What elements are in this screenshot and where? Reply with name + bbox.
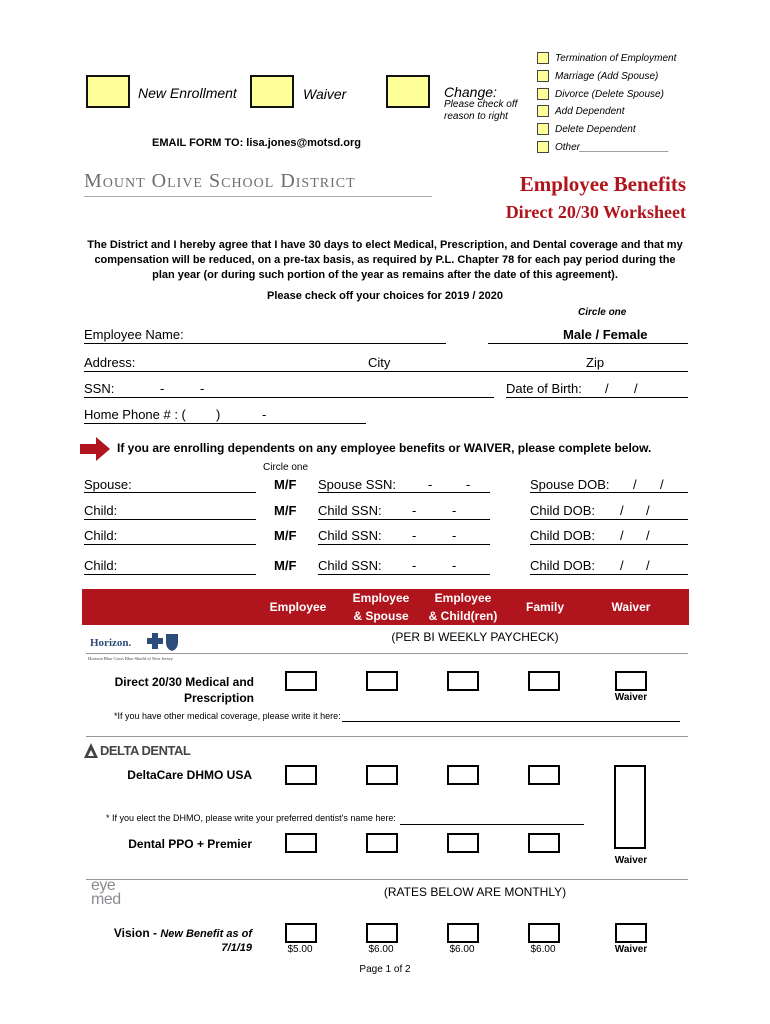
dependent-label: Child: (84, 558, 118, 573)
dependent-ssn-dash: - (452, 503, 457, 518)
vision-family-checkbox[interactable] (528, 923, 560, 943)
preferred-dentist-field[interactable] (400, 824, 584, 825)
ssn-field[interactable] (84, 397, 494, 398)
delta-dental-logo: DELTA DENTAL (100, 743, 191, 758)
horizon-logo: Horizon. (90, 637, 132, 649)
dental-waiver-checkbox[interactable] (614, 765, 646, 849)
header-family: Family (525, 600, 564, 614)
delta-triangle-icon (84, 743, 98, 758)
vision-plan-name (84, 926, 252, 955)
page-title: Employee Benefits (519, 172, 686, 196)
dependent-label: Spouse: (84, 477, 132, 492)
vision-employee-checkbox[interactable] (285, 923, 317, 943)
ppo-employee-checkbox[interactable] (285, 833, 317, 853)
choices-line: Please check off your choices for 2019 / 2020 (266, 290, 503, 302)
header-employee-children-2: & Child(ren) (428, 609, 498, 623)
email-instruction: EMAIL FORM TO: lisa.jones@motsd.org (152, 137, 361, 149)
dependent-dob-label: Child DOB: (530, 528, 596, 543)
horizon-employee-spouse-checkbox[interactable] (366, 671, 398, 691)
employee-name-label: Employee Name: (84, 327, 184, 342)
reason-other-checkbox[interactable] (537, 141, 549, 153)
horizon-plan-name (84, 674, 254, 706)
dependent-dob-label: Spouse DOB: (530, 477, 610, 492)
employee-name-field[interactable] (84, 343, 446, 344)
page-number: Page 1 of 2 (359, 964, 411, 975)
dob-field[interactable] (506, 397, 688, 398)
dependent-ssn-field[interactable] (318, 574, 490, 575)
reason-termination-label: Termination of Employment (555, 53, 677, 64)
ppo-employee-children-checkbox[interactable] (447, 833, 479, 853)
horizon-employee-children-checkbox[interactable] (447, 671, 479, 691)
dependent-name-field[interactable] (84, 519, 256, 520)
dependent-dob-slash: / (633, 477, 637, 492)
vision-price-employee-spouse: $6.00 (368, 944, 394, 955)
header-employee-spouse-2: & Spouse (353, 609, 409, 623)
vision-price-employee: $5.00 (287, 944, 313, 955)
dependent-ssn-field[interactable] (318, 544, 490, 545)
dependent-dob-slash: / (660, 477, 664, 492)
dependent-dob-slash: / (646, 528, 650, 543)
plan-name-line: Prescription (183, 691, 254, 705)
ppo-family-checkbox[interactable] (528, 833, 560, 853)
waiver-checkbox[interactable] (250, 75, 294, 108)
dependent-ssn-dash: - (452, 558, 457, 573)
dependent-ssn-label: Child SSN: (318, 528, 382, 543)
dependent-gender[interactable]: M/F (274, 558, 297, 573)
home-phone-label: Home Phone # : ( (84, 407, 186, 422)
divider (86, 653, 688, 654)
dependent-gender[interactable]: M/F (274, 528, 297, 543)
header-employee-spouse-1: Employee (352, 591, 410, 605)
header-waiver: Waiver (611, 600, 651, 614)
gender-underline (488, 343, 688, 344)
vision-new-benefit: New Benefit as of (160, 928, 252, 940)
dhmo-employee-spouse-checkbox[interactable] (366, 765, 398, 785)
dentist-note: * If you elect the DHMO, please write your preferred dentist's name here: (106, 813, 396, 823)
new-enrollment-label: New Enrollment (138, 85, 237, 101)
dependent-name-field[interactable] (84, 544, 256, 545)
dependent-dob-label: Child DOB: (530, 558, 596, 573)
change-note-1: Please check off (444, 99, 518, 110)
header-employee: Employee (269, 600, 327, 614)
divider (86, 736, 688, 737)
dental-waiver-label: Waiver (614, 855, 648, 866)
ssn-label: SSN: (84, 381, 115, 396)
horizon-family-checkbox[interactable] (528, 671, 560, 691)
arrow-right-icon (80, 437, 110, 461)
new-enrollment-checkbox[interactable] (86, 75, 130, 108)
dob-slash: / (605, 381, 609, 396)
reason-termination-checkbox[interactable] (537, 52, 549, 64)
dependent-dob-slash: / (646, 558, 650, 573)
dhmo-plan-name: DeltaCare DHMO USA (127, 768, 252, 782)
eyemed-logo (91, 879, 121, 907)
dependent-ssn-dash: - (428, 477, 433, 492)
dhmo-employee-children-checkbox[interactable] (447, 765, 479, 785)
dependent-dob-slash: / (620, 528, 624, 543)
vision-price-employee-children: $6.00 (449, 944, 475, 955)
horizon-tagline: Horizon Blue Cross Blue Shield of New Jersey (88, 656, 173, 661)
dob-label: Date of Birth: (506, 381, 582, 396)
vision-new-benefit-date: 7/1/19 (221, 942, 252, 954)
dependent-dob-field[interactable] (530, 574, 688, 575)
dependent-dob-field[interactable] (530, 492, 688, 493)
gender-options[interactable]: Male / Female (563, 327, 648, 342)
page-subtitle: Direct 20/30 Worksheet (505, 202, 686, 222)
horizon-waiver-checkbox[interactable] (615, 671, 647, 691)
dependents-circle-one: Circle one (263, 462, 309, 473)
phone-paren: ) (216, 407, 221, 422)
dependent-ssn-dash: - (412, 558, 417, 573)
dependent-gender[interactable]: M/F (274, 477, 297, 492)
city-label: City (368, 355, 391, 370)
dependent-dob-slash: / (646, 503, 650, 518)
address-field[interactable] (84, 371, 688, 372)
per-paycheck-note: (PER BI WEEKLY PAYCHECK) (391, 630, 559, 644)
reason-marriage-label: Marriage (Add Spouse) (555, 71, 659, 82)
district-logo: Mount Olive School District (84, 170, 356, 192)
ppo-plan-name: Dental PPO + Premier (128, 837, 252, 851)
dependents-notice: If you are enrolling dependents on any employee benefits or WAIVER, please complete below. (117, 441, 652, 455)
dependent-dob-label: Child DOB: (530, 503, 596, 518)
dependent-ssn-dash: - (452, 528, 457, 543)
dependent-ssn-dash: - (412, 503, 417, 518)
circle-one-note: Circle one (578, 307, 627, 318)
vision-employee-children-checkbox[interactable] (447, 923, 479, 943)
dependent-dob-field[interactable] (530, 519, 688, 520)
plan-name-line: Direct 20/30 Medical and (114, 675, 254, 689)
vision-price-family: $6.00 (530, 944, 556, 955)
dependent-gender[interactable]: M/F (274, 503, 297, 518)
reason-marriage-checkbox[interactable] (537, 70, 549, 82)
dob-slash: / (634, 381, 638, 396)
horizon-waiver-label: Waiver (614, 692, 648, 703)
dependent-dob-field[interactable] (530, 544, 688, 545)
dependent-ssn-dash: - (466, 477, 471, 492)
dependent-ssn-label: Spouse SSN: (318, 477, 397, 492)
dependent-name-field[interactable] (84, 492, 256, 493)
zip-label: Zip (586, 355, 605, 370)
dhmo-employee-checkbox[interactable] (285, 765, 317, 785)
waiver-label: Waiver (303, 86, 347, 102)
other-coverage-note: *If you have other medical coverage, please write it here: (114, 711, 341, 721)
dependent-ssn-dash: - (412, 528, 417, 543)
dependent-ssn-field[interactable] (318, 492, 490, 493)
agreement-line: compensation will be reduced, on a pre-tax basis, as required by P.L. Chapter 78 for each pay period during the (94, 254, 676, 266)
change-note-2: reason to right (444, 111, 508, 122)
change-checkbox[interactable] (386, 75, 430, 108)
dependent-name-field[interactable] (84, 574, 256, 575)
rates-monthly-note: (RATES BELOW ARE MONTHLY) (383, 885, 567, 899)
reason-divorce-checkbox[interactable] (537, 88, 549, 100)
horizon-employee-checkbox[interactable] (285, 671, 317, 691)
dependent-label: Child: (84, 528, 118, 543)
dependent-label: Child: (84, 503, 118, 518)
divider (86, 879, 688, 880)
agreement-text (60, 238, 710, 283)
reason-add-dependent-label: Add Dependent (555, 106, 625, 117)
blue-cross-shield-icon (145, 632, 181, 652)
dependent-dob-slash: / (620, 503, 624, 518)
dependent-ssn-label: Child SSN: (318, 558, 382, 573)
agreement-line: The District and I hereby agree that I have 30 days to elect Medical, Prescription, and Dental coverage and that my (87, 239, 683, 251)
dependent-dob-slash: / (620, 558, 624, 573)
address-label: Address: (84, 355, 136, 370)
reason-add-dependent-checkbox[interactable] (537, 105, 549, 117)
vision-label: Vision - (113, 926, 161, 940)
change-label: Change: (444, 84, 497, 100)
reason-delete-dependent-label: Delete Dependent (555, 124, 636, 135)
dependent-ssn-label: Child SSN: (318, 503, 382, 518)
header-employee-children-1: Employee (434, 591, 492, 605)
reason-divorce-label: Divorce (Delete Spouse) (555, 89, 664, 100)
dhmo-family-checkbox[interactable] (528, 765, 560, 785)
home-phone-field[interactable] (84, 423, 366, 424)
other-coverage-field[interactable] (342, 721, 680, 722)
dependent-ssn-field[interactable] (318, 519, 490, 520)
district-logo-underline (84, 196, 432, 197)
ssn-dash: - (200, 381, 205, 396)
eyemed-logo-line: eye (91, 877, 116, 894)
phone-dash: - (262, 407, 267, 422)
reason-other-label: Other________________ (555, 142, 669, 153)
agreement-line: plan year (or during such portion of the year as remains after the date of this agreement). (152, 269, 618, 281)
reason-delete-dependent-checkbox[interactable] (537, 123, 549, 135)
eyemed-logo-line: med (91, 891, 121, 908)
ppo-employee-spouse-checkbox[interactable] (366, 833, 398, 853)
vision-waiver-label: Waiver (614, 944, 648, 955)
ssn-dash: - (160, 381, 165, 396)
vision-employee-spouse-checkbox[interactable] (366, 923, 398, 943)
vision-waiver-checkbox[interactable] (615, 923, 647, 943)
